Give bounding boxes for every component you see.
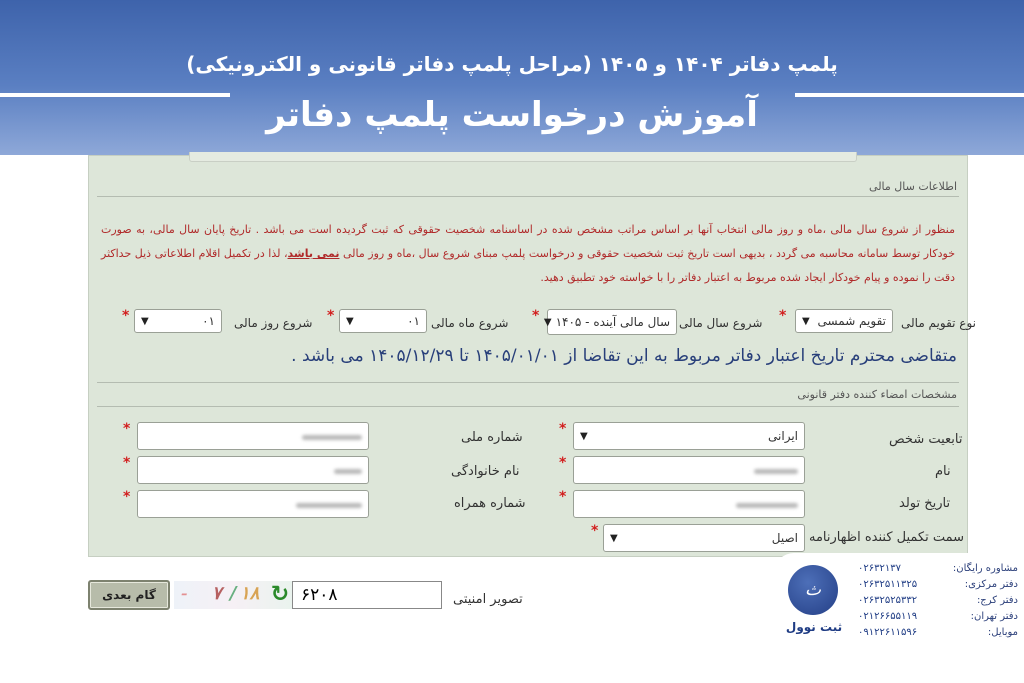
notice-emphasis: نمی باشد <box>287 247 340 260</box>
calendar-type-label: نوع تقویم مالی <box>901 316 977 330</box>
validity-message: متقاضی محترم تاریخ اعتبار دفاتر مربوط به این تقاضا از ۱۴۰۵/۰۱/۰۱ تا ۱۴۰۵/۱۲/۲۹ می باشد . <box>291 346 957 366</box>
nationality-select[interactable] <box>573 422 805 450</box>
mobile-input[interactable] <box>137 490 369 518</box>
chevron-down-icon: ▼ <box>543 316 552 328</box>
national-id-redacted <box>144 429 362 443</box>
required-star: * <box>779 308 787 324</box>
form-screenshot <box>58 155 977 620</box>
contact-row <box>858 611 1018 627</box>
role-select[interactable] <box>603 524 805 552</box>
section-divider <box>97 406 959 407</box>
refresh-captcha-icon[interactable]: ↻ <box>270 582 290 607</box>
start-month-select[interactable] <box>339 309 427 333</box>
birth-date-input[interactable] <box>573 490 805 518</box>
contact-phone[interactable]: ۰۲۶۳۲۱۳۷ <box>858 563 901 574</box>
required-star: * <box>559 489 567 505</box>
start-year-select[interactable] <box>543 309 677 335</box>
contact-key: موبایل: <box>987 627 1018 638</box>
chevron-down-icon: ▼ <box>610 532 618 544</box>
contact-key: دفتر کرج: <box>976 595 1018 606</box>
signer-section-title: مشخصات امضاء کننده دفتر قانونی <box>797 388 957 401</box>
banner-title: آموزش درخواست پلمپ دفاتر <box>266 95 758 135</box>
required-star: * <box>123 455 131 471</box>
required-star: * <box>532 308 540 324</box>
start-year-label: شروع سال مالی <box>679 316 763 330</box>
start-year-value: سال مالی آینده - ۱۴۰۵ <box>555 315 670 329</box>
birth-date-label: تاریخ تولد <box>899 496 951 511</box>
contact-key: دفتر تهران: <box>970 611 1018 622</box>
required-star: * <box>559 455 567 471</box>
contact-phone[interactable]: ۰۲۱۲۶۶۵۵۱۱۹ <box>858 611 918 622</box>
last-name-input[interactable] <box>137 456 369 484</box>
next-step-button[interactable]: گام بعدی <box>88 580 170 610</box>
contact-key: مشاوره رایگان: <box>952 563 1018 574</box>
first-name-redacted <box>580 463 798 477</box>
calendar-type-select[interactable] <box>795 309 893 333</box>
banner-subtitle: پلمپ دفاتر ۱۴۰۴ و ۱۴۰۵ (مراحل پلمپ دفاتر قانونی و الکترونیکی) <box>186 52 838 76</box>
mobile-label: شماره همراه <box>454 496 526 511</box>
contact-phone[interactable]: ۰۲۶۳۲۵۲۵۳۳۲ <box>858 595 918 606</box>
chevron-down-icon: ▼ <box>580 430 588 442</box>
chevron-down-icon: ▼ <box>346 315 354 327</box>
birth-date-redacted <box>580 497 798 511</box>
previous-field-box <box>189 152 857 162</box>
contact-row <box>858 563 1018 579</box>
required-star: * <box>123 421 131 437</box>
required-star: * <box>591 523 599 539</box>
captcha-image: ـ ۷ / ۱۸ <box>174 581 292 609</box>
form-panel <box>88 155 977 557</box>
captcha-label: تصویر امنیتی <box>453 592 523 607</box>
fiscal-notice <box>101 218 955 290</box>
brand-logo-icon: ث <box>788 565 838 615</box>
last-name-redacted <box>144 463 362 477</box>
notice-text-2: ، لذا در تکمیل اقلام اطلاعاتی ذیل حداکثر دقت را نموده و پیام خودکار ایجاد شده مربوط به اعتبار دفاتر را با خواسته خود تطبیق دهید. <box>101 247 955 284</box>
nationality-label: تابعیت شخص <box>889 432 963 447</box>
first-name-label: نام <box>935 464 951 479</box>
first-name-input[interactable] <box>573 456 805 484</box>
section-divider <box>97 382 959 383</box>
chevron-down-icon: ▼ <box>802 315 810 327</box>
start-month-value: ۰۱ <box>407 314 420 328</box>
start-month-label: شروع ماه مالی <box>431 316 509 330</box>
mobile-redacted <box>144 497 362 511</box>
contact-row <box>858 595 1018 611</box>
contact-row <box>858 627 1018 643</box>
required-star: * <box>327 308 335 324</box>
brand-name: ثبت نوول <box>785 620 843 634</box>
contact-row <box>858 579 1018 595</box>
start-day-select[interactable] <box>134 309 222 333</box>
chevron-down-icon: ▼ <box>141 315 149 327</box>
nationality-value: ایرانی <box>768 429 798 443</box>
contact-key: دفتر مرکزی: <box>964 579 1018 590</box>
role-label: سمت تکمیل کننده اظهارنامه <box>809 530 965 545</box>
national-id-label: شماره ملی <box>461 430 523 445</box>
role-value: اصیل <box>771 531 798 545</box>
start-day-value: ۰۱ <box>202 314 215 328</box>
notice-text-1: منظور از شروع سال مالی ،ماه و روز مالی انتخاب آنها بر اساس مراتب مشخص شده در اساسنامه شخصیت حقوقی که ثبت گردیده است می باشد . تاریخ پایان سال مالی، به صورت خودکار توسط سامانه محاسبه می گردد ، بدیهی است تاریخ ثبت شخصیت حقوقی و درخواست پلمپ مبنای شروع سال ،ماه و روز مالی <box>101 223 955 260</box>
required-star: * <box>122 308 130 324</box>
section-divider <box>97 196 959 197</box>
contact-phone[interactable]: ۰۹۱۲۲۶۱۱۵۹۶ <box>858 627 918 638</box>
calendar-type-value: تقویم شمسی <box>817 314 886 328</box>
required-star: * <box>559 421 567 437</box>
national-id-input[interactable] <box>137 422 369 450</box>
start-day-label: شروع روز مالی <box>234 316 313 330</box>
contact-phone[interactable]: ۰۲۶۳۲۵۱۱۳۲۵ <box>858 579 918 590</box>
fiscal-section-title: اطلاعات سال مالی <box>869 180 957 193</box>
required-star: * <box>123 489 131 505</box>
captcha-input[interactable]: ۶۲۰۸ <box>292 581 442 609</box>
last-name-label: نام خانوادگی <box>451 464 520 479</box>
header-banner <box>0 0 1024 155</box>
